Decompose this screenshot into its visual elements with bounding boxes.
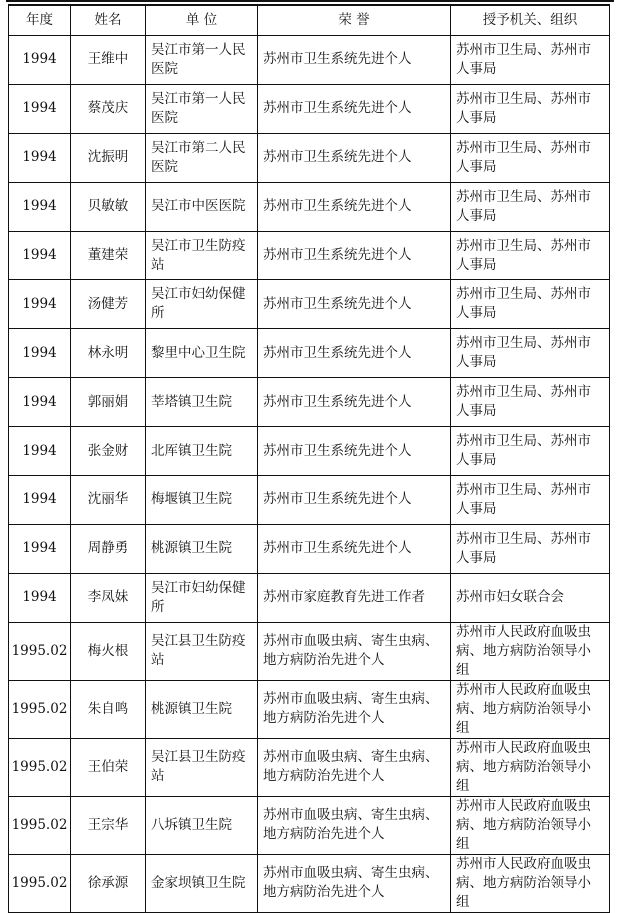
year-cell: 1994 <box>9 378 71 427</box>
grantor-cell: 苏州市卫生局、苏州市人事局 <box>451 182 610 231</box>
grantor-cell: 苏州市卫生局、苏州市人事局 <box>451 427 610 476</box>
header-name: 姓名 <box>71 5 146 36</box>
table-row <box>9 182 610 231</box>
table-row <box>9 231 610 280</box>
name-cell: 沈振明 <box>71 133 146 182</box>
year-cell: 1994 <box>9 280 71 329</box>
header-unit: 单 位 <box>146 5 258 36</box>
unit-cell: 桃源镇卫生院 <box>146 524 258 573</box>
year-cell: 1994 <box>9 133 71 182</box>
year-cell: 1994 <box>9 329 71 378</box>
honor-cell: 苏州市卫生系统先进个人 <box>258 476 451 525</box>
year-cell: 1995.02 <box>9 622 71 680</box>
table-row <box>9 329 610 378</box>
year-cell: 1995.02 <box>9 854 71 912</box>
table-row <box>9 280 610 329</box>
name-cell: 沈丽华 <box>71 476 146 525</box>
unit-cell: 北厍镇卫生院 <box>146 427 258 476</box>
table-header <box>9 5 610 36</box>
grantor-cell: 苏州市卫生局、苏州市人事局 <box>451 476 610 525</box>
name-cell: 周静勇 <box>71 524 146 573</box>
year-cell: 1995.02 <box>9 680 71 738</box>
grantor-cell: 苏州市人民政府血吸虫病、地方病防治领导小组 <box>451 738 610 796</box>
honor-cell: 苏州市卫生系统先进个人 <box>258 378 451 427</box>
table-row <box>9 738 610 796</box>
table-row <box>9 427 610 476</box>
name-cell: 林永明 <box>71 329 146 378</box>
unit-cell: 黎里中心卫生院 <box>146 329 258 378</box>
table-row <box>9 796 610 854</box>
table-row <box>9 524 610 573</box>
grantor-cell: 苏州市卫生局、苏州市人事局 <box>451 280 610 329</box>
table-row <box>9 84 610 133</box>
table-row <box>9 378 610 427</box>
honor-cell: 苏州市卫生系统先进个人 <box>258 280 451 329</box>
unit-cell: 莘塔镇卫生院 <box>146 378 258 427</box>
year-cell: 1994 <box>9 476 71 525</box>
header-grantor: 授予机关、组织 <box>451 5 610 36</box>
table-row <box>9 680 610 738</box>
grantor-cell: 苏州市人民政府血吸虫病、地方病防治领导小组 <box>451 854 610 912</box>
honor-cell: 苏州市卫生系统先进个人 <box>258 231 451 280</box>
grantor-cell: 苏州市卫生局、苏州市人事局 <box>451 36 610 85</box>
honor-cell: 苏州市血吸虫病、寄生虫病、地方病防治先进个人 <box>258 622 451 680</box>
year-cell: 1994 <box>9 427 71 476</box>
year-cell: 1995.02 <box>9 738 71 796</box>
grantor-cell: 苏州市卫生局、苏州市人事局 <box>451 84 610 133</box>
honor-cell: 苏州市血吸虫病、寄生虫病、地方病防治先进个人 <box>258 796 451 854</box>
unit-cell: 八坼镇卫生院 <box>146 796 258 854</box>
honor-cell: 苏州市血吸虫病、寄生虫病、地方病防治先进个人 <box>258 680 451 738</box>
unit-cell: 吴江市中医医院 <box>146 182 258 231</box>
unit-cell: 吴江市卫生防疫站 <box>146 231 258 280</box>
name-cell: 董建荣 <box>71 231 146 280</box>
table-row <box>9 133 610 182</box>
unit-cell: 吴江市第二人民医院 <box>146 133 258 182</box>
name-cell: 朱自鸣 <box>71 680 146 738</box>
unit-cell: 吴江市妇幼保健所 <box>146 573 258 622</box>
honor-cell: 苏州市卫生系统先进个人 <box>258 182 451 231</box>
grantor-cell: 苏州市卫生局、苏州市人事局 <box>451 133 610 182</box>
honor-cell: 苏州市卫生系统先进个人 <box>258 36 451 85</box>
honor-cell: 苏州市卫生系统先进个人 <box>258 524 451 573</box>
honor-cell: 苏州市血吸虫病、寄生虫病、地方病防治先进个人 <box>258 854 451 912</box>
year-cell: 1994 <box>9 182 71 231</box>
name-cell: 汤健芳 <box>71 280 146 329</box>
table-row <box>9 622 610 680</box>
header-honor: 荣 誉 <box>258 5 451 36</box>
grantor-cell: 苏州市人民政府血吸虫病、地方病防治领导小组 <box>451 796 610 854</box>
honor-cell: 苏州市家庭教育先进工作者 <box>258 573 451 622</box>
unit-cell: 吴江县卫生防疫站 <box>146 622 258 680</box>
honor-cell: 苏州市卫生系统先进个人 <box>258 133 451 182</box>
unit-cell: 金家坝镇卫生院 <box>146 854 258 912</box>
grantor-cell: 苏州市人民政府血吸虫病、地方病防治领导小组 <box>451 622 610 680</box>
unit-cell: 吴江市妇幼保健所 <box>146 280 258 329</box>
grantor-cell: 苏州市卫生局、苏州市人事局 <box>451 329 610 378</box>
unit-cell: 吴江市第一人民医院 <box>146 36 258 85</box>
table-row <box>9 36 610 85</box>
year-cell: 1994 <box>9 84 71 133</box>
grantor-cell: 苏州市人民政府血吸虫病、地方病防治领导小组 <box>451 680 610 738</box>
honor-cell: 苏州市卫生系统先进个人 <box>258 329 451 378</box>
header-year: 年度 <box>9 5 71 36</box>
honor-roll-table <box>8 4 610 913</box>
name-cell: 王宗华 <box>71 796 146 854</box>
name-cell: 贝敏敏 <box>71 182 146 231</box>
table-row <box>9 476 610 525</box>
name-cell: 徐承源 <box>71 854 146 912</box>
table-body <box>9 36 610 913</box>
grantor-cell: 苏州市妇女联合会 <box>451 573 610 622</box>
unit-cell: 吴江县卫生防疫站 <box>146 738 258 796</box>
name-cell: 张金财 <box>71 427 146 476</box>
year-cell: 1995.02 <box>9 796 71 854</box>
honor-cell: 苏州市血吸虫病、寄生虫病、地方病防治先进个人 <box>258 738 451 796</box>
name-cell: 梅火根 <box>71 622 146 680</box>
name-cell: 王维中 <box>71 36 146 85</box>
table-row <box>9 854 610 912</box>
grantor-cell: 苏州市卫生局、苏州市人事局 <box>451 231 610 280</box>
unit-cell: 吴江市第一人民医院 <box>146 84 258 133</box>
year-cell: 1994 <box>9 573 71 622</box>
name-cell: 王伯荣 <box>71 738 146 796</box>
name-cell: 郭丽娟 <box>71 378 146 427</box>
grantor-cell: 苏州市卫生局、苏州市人事局 <box>451 378 610 427</box>
name-cell: 李凤妹 <box>71 573 146 622</box>
table-row <box>9 573 610 622</box>
unit-cell: 梅堰镇卫生院 <box>146 476 258 525</box>
year-cell: 1994 <box>9 231 71 280</box>
year-cell: 1994 <box>9 36 71 85</box>
honor-cell: 苏州市卫生系统先进个人 <box>258 84 451 133</box>
year-cell: 1994 <box>9 524 71 573</box>
grantor-cell: 苏州市卫生局、苏州市人事局 <box>451 524 610 573</box>
honor-cell: 苏州市卫生系统先进个人 <box>258 427 451 476</box>
name-cell: 蔡茂庆 <box>71 84 146 133</box>
unit-cell: 桃源镇卫生院 <box>146 680 258 738</box>
